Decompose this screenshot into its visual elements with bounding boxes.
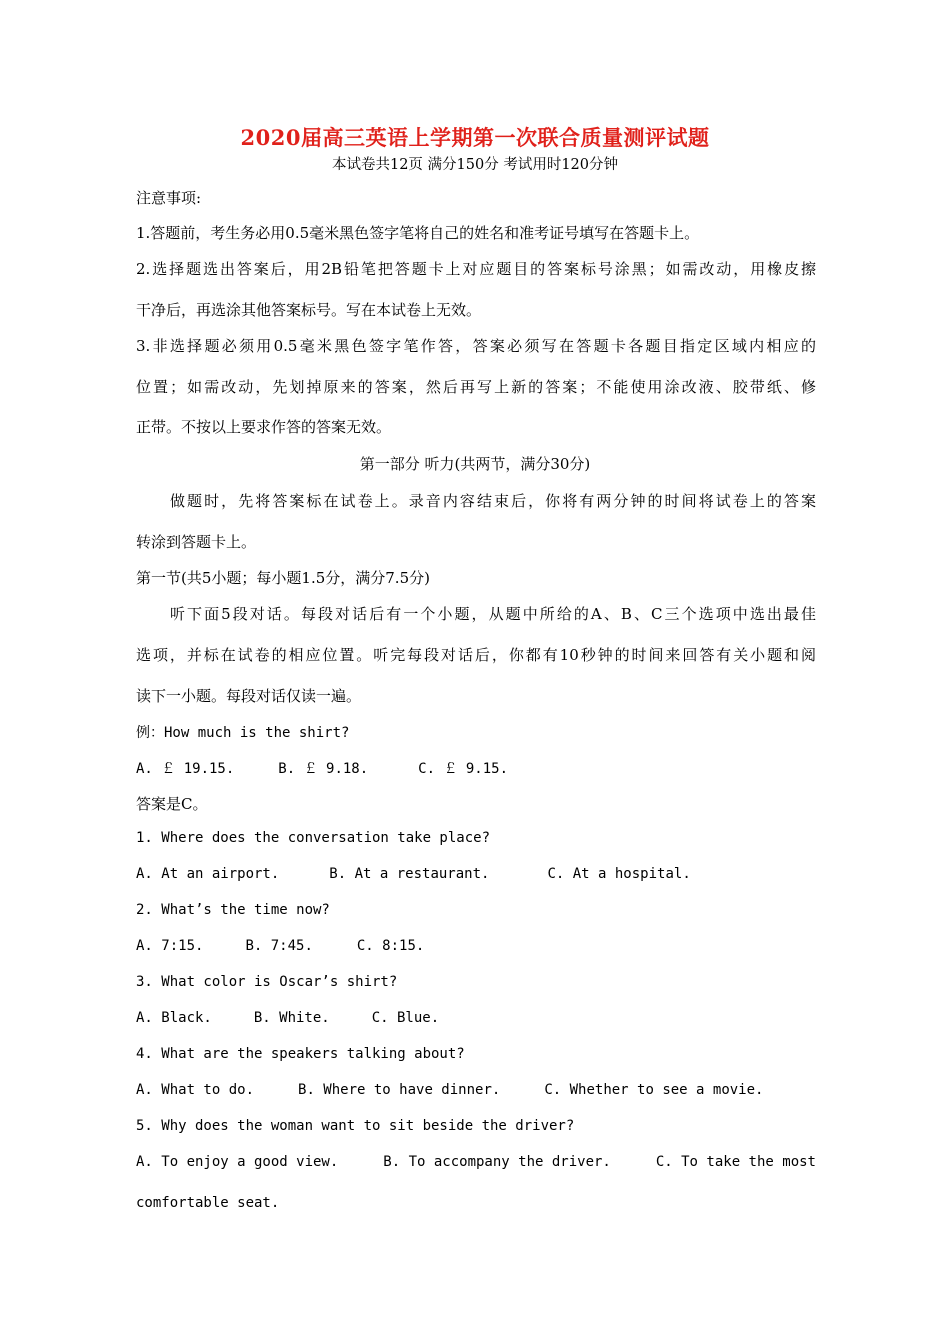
- notice-heading: 注意事项:: [136, 189, 202, 207]
- question-options: [136, 866, 816, 882]
- option-c: C. Whether to see a movie.: [544, 1082, 764, 1098]
- notice-line: 干净后，再选涂其他答案标号。写在本试卷上无效。: [136, 301, 482, 319]
- option-a: A. To enjoy a good view.: [136, 1154, 339, 1170]
- example-answer: 答案是C。: [136, 795, 208, 813]
- option-c: C. To take the most: [655, 1154, 816, 1170]
- option-a: A. Black.: [136, 1010, 212, 1026]
- question-options: [136, 1082, 816, 1098]
- question-options: [136, 1010, 816, 1026]
- section-intro-line: 选项，并标在试卷的相应位置。听完每段对话后，你都有10秒钟的时间来回答有关小题和阅: [136, 646, 816, 664]
- section-intro-line: 听下面5段对话。每段对话后有一个小题，从题中所给的A、B、C三个选项中选出最佳: [170, 605, 816, 623]
- question-text: 3. What color is Oscar’s shirt?: [136, 974, 398, 990]
- question-options: [136, 938, 816, 954]
- part-heading: 第一部分 听力(共两节，满分30分): [359, 455, 591, 473]
- option-b: B. ￡ 9.18.: [278, 761, 369, 777]
- option-b: B. 7:45.: [245, 938, 313, 954]
- section-heading: 第一节(共5小题；每小题1.5分，满分7.5分): [136, 569, 430, 587]
- question-text: 1. Where does the conversation take place?: [136, 830, 491, 846]
- example-options: [136, 758, 816, 778]
- part-intro-line: 转涂到答题卡上。: [136, 533, 257, 551]
- option-c: C. Blue.: [371, 1010, 440, 1026]
- option-b: B. At a restaurant.: [329, 866, 490, 882]
- option-a: A. What to do.: [136, 1082, 255, 1098]
- section-intro-line: 读下一小题。每段对话仅读一遍。: [136, 687, 362, 705]
- question-text: 5. Why does the woman want to sit beside the driver?: [136, 1118, 575, 1134]
- page-title: 2020届高三英语上学期第一次联合质量测评试题: [240, 125, 710, 150]
- option-b: B. To accompany the driver.: [383, 1154, 611, 1170]
- example-question: 例：How much is the shirt?: [136, 725, 350, 741]
- option-c: C. 8:15.: [356, 938, 425, 954]
- option-a: A. ￡ 19.15.: [136, 761, 235, 777]
- page-subtitle: 本试卷共12页 满分150分 考试用时120分钟: [331, 157, 619, 173]
- notice-line: 正带。不按以上要求作答的答案无效。: [136, 418, 392, 436]
- notice-line: 1.答题前，考生务必用0.5毫米黑色签字笔将自己的姓名和准考证号填写在答题卡上。: [136, 224, 700, 242]
- question-options: [136, 1154, 816, 1170]
- part-intro-line: 做题时，先将答案标在试卷上。录音内容结束后，你将有两分钟的时间将试卷上的答案: [170, 492, 816, 510]
- option-b: B. Where to have dinner.: [298, 1082, 501, 1098]
- option-continuation: comfortable seat.: [136, 1195, 280, 1211]
- notice-line: 2.选择题选出答案后，用2B铅笔把答题卡上对应题目的答案标号涂黑；如需改动，用橡皮擦: [136, 260, 816, 278]
- question-text: 2. What’s the time now?: [136, 902, 330, 918]
- option-c: C. ￡ 9.15.: [418, 761, 509, 777]
- option-a: A. 7:15.: [136, 938, 204, 954]
- option-c: C. At a hospital.: [547, 866, 691, 882]
- option-b: B. White.: [253, 1010, 330, 1026]
- notice-line: 位置；如需改动，先划掉原来的答案，然后再写上新的答案；不能使用涂改液、胶带纸、修: [136, 378, 816, 396]
- question-text: 4. What are the speakers talking about?: [136, 1046, 465, 1062]
- notice-line: 3.非选择题必须用0.5毫米黑色签字笔作答，答案必须写在答题卡各题目指定区域内相应的: [136, 337, 816, 355]
- option-a: A. At an airport.: [136, 866, 280, 882]
